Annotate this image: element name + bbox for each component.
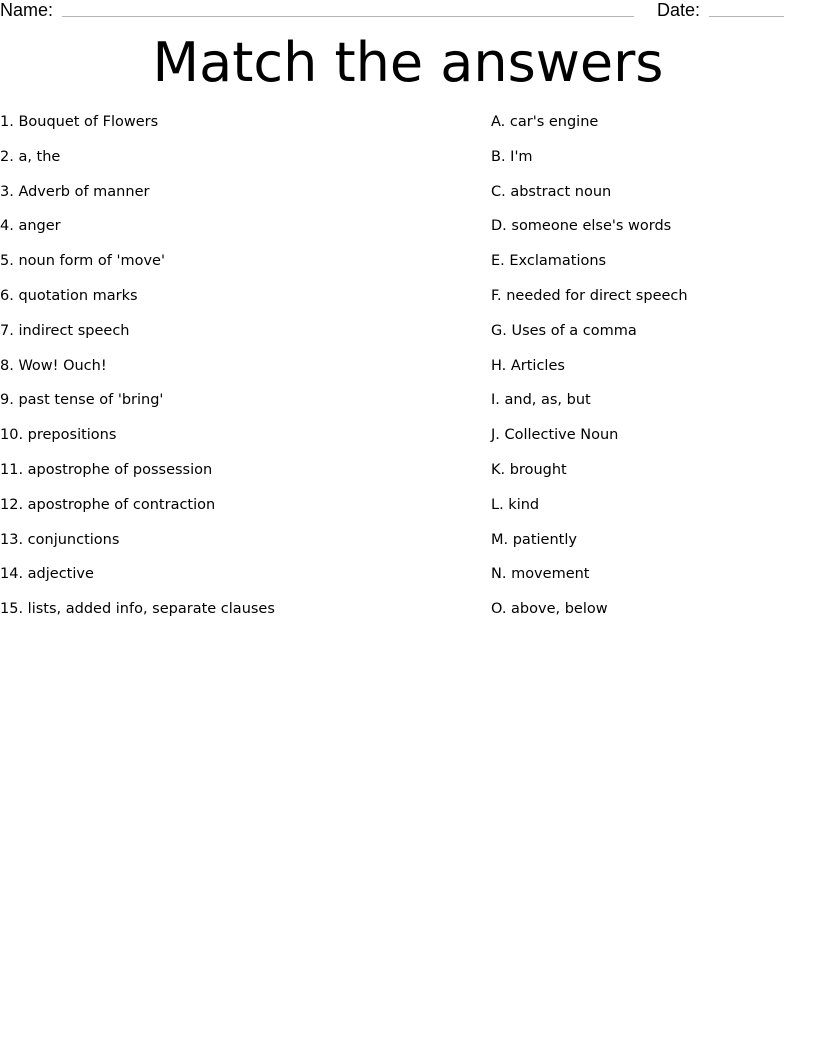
- question-item: 5. noun form of 'move': [0, 253, 165, 270]
- name-write-line: [62, 16, 634, 17]
- answer-item: D. someone else's words: [491, 218, 672, 235]
- question-item: 14. adjective: [0, 566, 94, 583]
- question-item: 2. a, the: [0, 148, 61, 165]
- worksheet-title: Match the answers: [152, 31, 664, 94]
- date-write-line: [709, 16, 784, 17]
- questions-list: [0, 112, 480, 634]
- answer-item: G. Uses of a comma: [491, 322, 637, 339]
- question-item: 15. lists, added info, separate clauses: [0, 601, 275, 618]
- answer-item: J. Collective Noun: [491, 427, 619, 444]
- answer-item: I. and, as, but: [491, 392, 591, 409]
- answer-item: F. needed for direct speech: [491, 287, 688, 304]
- question-item: 9. past tense of 'bring': [0, 392, 164, 409]
- date-label: Date:: [657, 0, 701, 20]
- answer-item: A. car's engine: [491, 114, 599, 130]
- question-item: 13. conjunctions: [0, 531, 120, 548]
- question-item: 3. Adverb of manner: [0, 183, 150, 200]
- answer-item: E. Exclamations: [491, 253, 607, 270]
- question-item: 7. indirect speech: [0, 322, 130, 339]
- question-item: 8. Wow! Ouch!: [0, 357, 107, 374]
- answer-item: B. I'm: [491, 148, 533, 165]
- question-item: 12. apostrophe of contraction: [0, 496, 216, 513]
- name-label: Name:: [0, 0, 54, 20]
- question-item: 10. prepositions: [0, 427, 117, 444]
- answer-item: C. abstract noun: [491, 183, 612, 200]
- answer-item: H. Articles: [491, 357, 565, 374]
- answer-item: N. movement: [491, 566, 590, 583]
- question-item: 1. Bouquet of Flowers: [0, 114, 159, 130]
- answer-item: O. above, below: [491, 601, 608, 618]
- answer-item: K. brought: [491, 461, 567, 478]
- answers-list: [491, 112, 811, 634]
- question-item: 4. anger: [0, 218, 61, 235]
- question-item: 11. apostrophe of possession: [0, 461, 213, 478]
- worksheet-header: [0, 0, 816, 24]
- answer-item: L. kind: [491, 496, 540, 513]
- question-item: 6. quotation marks: [0, 287, 138, 304]
- answer-item: M. patiently: [491, 531, 577, 548]
